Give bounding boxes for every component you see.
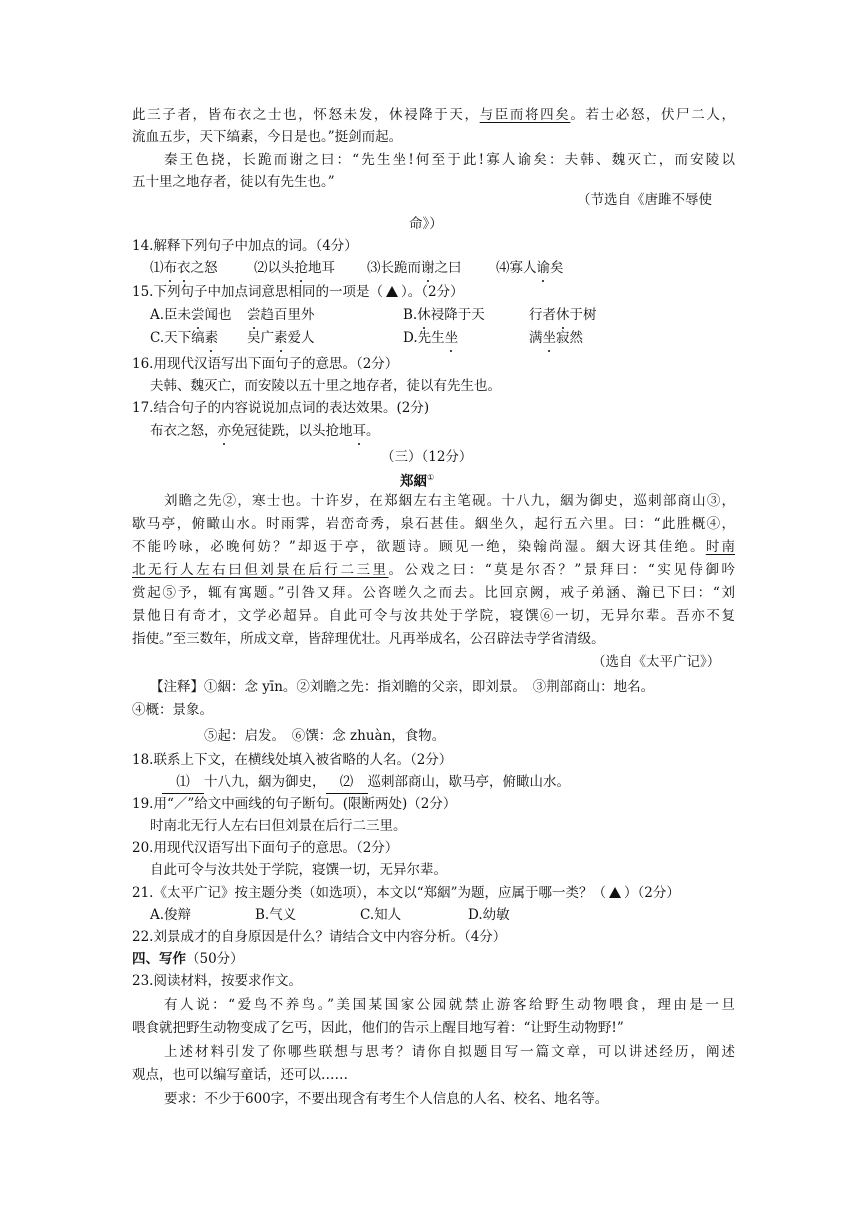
q18-body: ⑴ 十八九，絪为御史， ⑵ 巡刺部商山，歇马亭，俯瞰山水。	[162, 771, 570, 793]
passage2-line-1: 此三子者，皆布衣之士也，怀怒未发，休祲降于天，与臣而将四矣。若士必怒，伏尸二人，	[132, 107, 736, 123]
q15-row-2: C.天下缟素 吴广素爱人 D.先生坐 满坐寂然	[150, 327, 583, 349]
q15-row-1: A.臣未尝闻也 尝趋百里外 B.休祲降于天 行者休于树	[150, 304, 597, 326]
q14-item-3: ⑶长跪而谢之曰	[367, 257, 496, 279]
q21-options	[150, 904, 510, 926]
q21-stem: 21.《太平广记》按主题分类（如选项），本文以“郑絪”为题，应属于哪一类？（ ）（2分）	[132, 885, 680, 901]
passage2-source-b: 命》）	[409, 216, 443, 232]
q14-item-1: ⑴布衣之怒	[150, 257, 254, 279]
q23-requirement: 要求：不少于600字，不要出现含有考生个人信息的人名、校名、地名等。	[164, 1091, 609, 1107]
q14-item-2: ⑵以头抢地耳	[254, 257, 367, 279]
passage3-line-1: 刘瞻之先②，寒士也。十许岁，在郑絪左右主笔砚。十八九，絪为御史，巡刺部商山③，	[164, 493, 735, 509]
passage2-source-a: （节选自《唐雎不辱使	[577, 192, 712, 208]
triangle-answer-icon	[609, 887, 621, 898]
notes-line-2: ④概：景象。	[132, 702, 213, 718]
q16-stem: 16.用现代汉语写出下面句子的意思。（2分）	[132, 356, 399, 372]
q18-blank-2[interactable]: ⑵	[326, 771, 368, 794]
passage3-line-6: 景他日有奇才，文学必超异。自此可令与汝共处于学院，寝馔⑥一切，无异尔辈。吾亦不复	[132, 608, 735, 624]
q19-sentence: 时南北无行人左右曰但刘景在后行二三里。	[150, 818, 407, 834]
q23-material-3: 上述材料引发了你哪些联想与思考？请你自拟题目写一篇文章，可以讲述经历，阐述	[164, 1044, 735, 1060]
q23-stem: 23.阅读材料，按要求作文。	[132, 973, 302, 989]
q21-option-d: D.幼敏	[468, 907, 510, 923]
q19-stem: 19.用“／”给文中画线的句子断句。(限断两处)（2分）	[132, 796, 457, 812]
q21-option-a: A.俊辩	[150, 907, 192, 923]
underlined-sentence: 与臣而将四矣	[479, 107, 571, 123]
q23-material-1: 有人说：“爱鸟不养鸟。”美国某国家公园就禁止游客给野生动物喂食，理由是一旦	[164, 997, 735, 1013]
q17-sentence: 布衣之怒，亦免冠徒跣，以头抢地耳。	[150, 420, 380, 442]
q15-stem: 15.下列句子中加点词意思相同的一项是（ ）。（2分）	[132, 284, 464, 300]
section3-title: 郑絪①	[400, 473, 435, 490]
q18-blank-1[interactable]: ⑴	[162, 771, 204, 794]
triangle-answer-icon	[386, 286, 398, 297]
q20-sentence: 自此可令与汝共处于学院，寝馔一切，无异尔辈。	[150, 862, 447, 878]
q23-material-2: 喂食就把野生动物变成了乞丐，因此，他们的告示上醒目地写着：“让野生动物野!”	[132, 1020, 624, 1036]
q14-stem: 14.解释下列句子中加点的词。（4分）	[132, 238, 358, 254]
q14-item-4: ⑷寡人谕矣	[496, 257, 564, 279]
q14-items	[150, 257, 564, 279]
q18-stem: 18.联系上下文，在横线处填入被省略的人名。（2分）	[132, 752, 453, 768]
q23-material-4: 观点，也可以编写童话，还可以……	[132, 1067, 348, 1083]
passage3-source: （选自《太平广记》）	[592, 654, 721, 670]
q22-stem: 22.刘景成才的自身原因是什么？请结合文中内容分析。（4分）	[132, 929, 507, 945]
passage3-line-5: 赏起⑤予，辄有寓题。”引咎又拜。公咨嗟久之而去。比回京阙，戒子弟涵、瀚已下曰：“刘	[132, 585, 735, 601]
passage2-line-3: 秦王色挠，长跪而谢之曰：“先生坐!何至于此!寡人谕矣：夫韩、魏灭亡，而安陵以	[164, 152, 735, 168]
q21-option-b: B.气义	[255, 907, 297, 923]
q17-stem: 17.结合句子的内容说说加点词的表达效果。(2分)	[132, 400, 430, 416]
passage3-line-4: 北无行人左右曰但刘景在后行二三里。公戏之曰：“莫是尔否？”景拜曰：“实见侍御吟	[132, 562, 735, 578]
passage3-line-2: 歇马亭，俯瞰山水。时雨霁，岩峦奇秀，泉石甚佳。絪坐久，起行五六里。曰：“此胜概④，	[132, 516, 735, 532]
section4-title: 四、写作（50分）	[132, 951, 244, 967]
passage3-line-7: 指使。”至三数年，所成文章，皆辞理优壮。凡再举成名，公召辟法寺学省清级。	[132, 631, 605, 647]
passage3-line-3: 不能吟咏，必晚何妨？”却返于亭，欲题诗。顾见一绝，染翰尚湿。絪大讶其佳绝。时南	[132, 539, 735, 555]
q20-stem: 20.用现代汉语写出下面句子的意思。（2分）	[132, 840, 399, 856]
passage2-line-4: 五十里之地存者，徒以有先生也。”	[132, 174, 335, 190]
q21-option-c: C.知人	[360, 907, 402, 923]
notes-line-3: ⑤起：启发。 ⑥馔：念 zhuàn，食物。	[204, 728, 446, 744]
section3-header: （三）（12分）	[381, 449, 473, 465]
q16-sentence: 夫韩、魏灭亡，而安陵以五十里之地存者，徒以有先生也。	[150, 378, 501, 394]
passage2-line-2: 流血五步，天下缟素，今日是也。”挺剑而起。	[132, 129, 403, 145]
notes-line-1: 【注释】①絪：念 yīn。②刘瞻之先：指刘瞻的父亲，即刘景。 ③荆部商山：地名。	[150, 679, 655, 695]
